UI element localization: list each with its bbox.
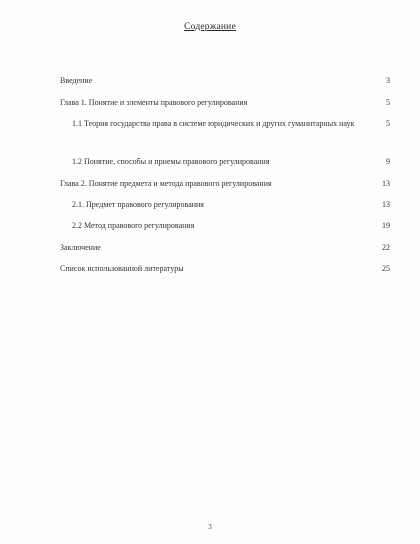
toc-entry-section-2-2 (60, 219, 390, 232)
toc-entry-section-1-1 (60, 117, 390, 130)
toc-entry-bibliography (60, 262, 390, 275)
toc-entry-page: 3 (386, 76, 390, 85)
toc-entry-introduction (60, 74, 390, 87)
toc-entry-text: Глава 2. Понятие предмета и метода правового регулирования (60, 179, 272, 188)
toc-entry-text: 1.1 Теория государства права в системе юридических и других гуманитарных наук (72, 119, 355, 128)
toc-entry-chapter-1 (60, 96, 390, 109)
toc-entry-text: Список использованной литературы (60, 264, 184, 273)
toc-entry-section-1-2 (60, 155, 390, 168)
toc-entry-conclusion (60, 241, 390, 254)
toc-entry-text: 2.1. Предмет правового регулирования (72, 200, 204, 209)
toc-entry-page: 19 (382, 221, 390, 230)
toc-entry-page: 22 (382, 243, 390, 252)
toc-entry-text: 2.2 Метод правового регулирования (72, 221, 195, 230)
toc-entry-text: 1.2 Понятие, способы и приемы правового регулирования (72, 157, 270, 166)
toc-title: Содержание (184, 22, 236, 32)
toc-entry-chapter-2 (60, 177, 390, 190)
toc-entry-text: Глава 1. Понятие и элементы правового регулирования (60, 98, 248, 107)
toc-entry-text: Заключение (60, 243, 101, 252)
toc-entry-page: 5 (386, 98, 390, 107)
toc-entry-page: 13 (382, 200, 390, 209)
page-number: 3 (208, 523, 212, 531)
toc-entry-text: Введение (60, 76, 93, 85)
toc-entry-page: 25 (382, 264, 390, 273)
toc-entry-page: 9 (386, 157, 390, 166)
toc-entry-page: 13 (382, 179, 390, 188)
toc-entry-page: 5 (386, 119, 390, 128)
toc-entry-section-2-1 (60, 198, 390, 211)
